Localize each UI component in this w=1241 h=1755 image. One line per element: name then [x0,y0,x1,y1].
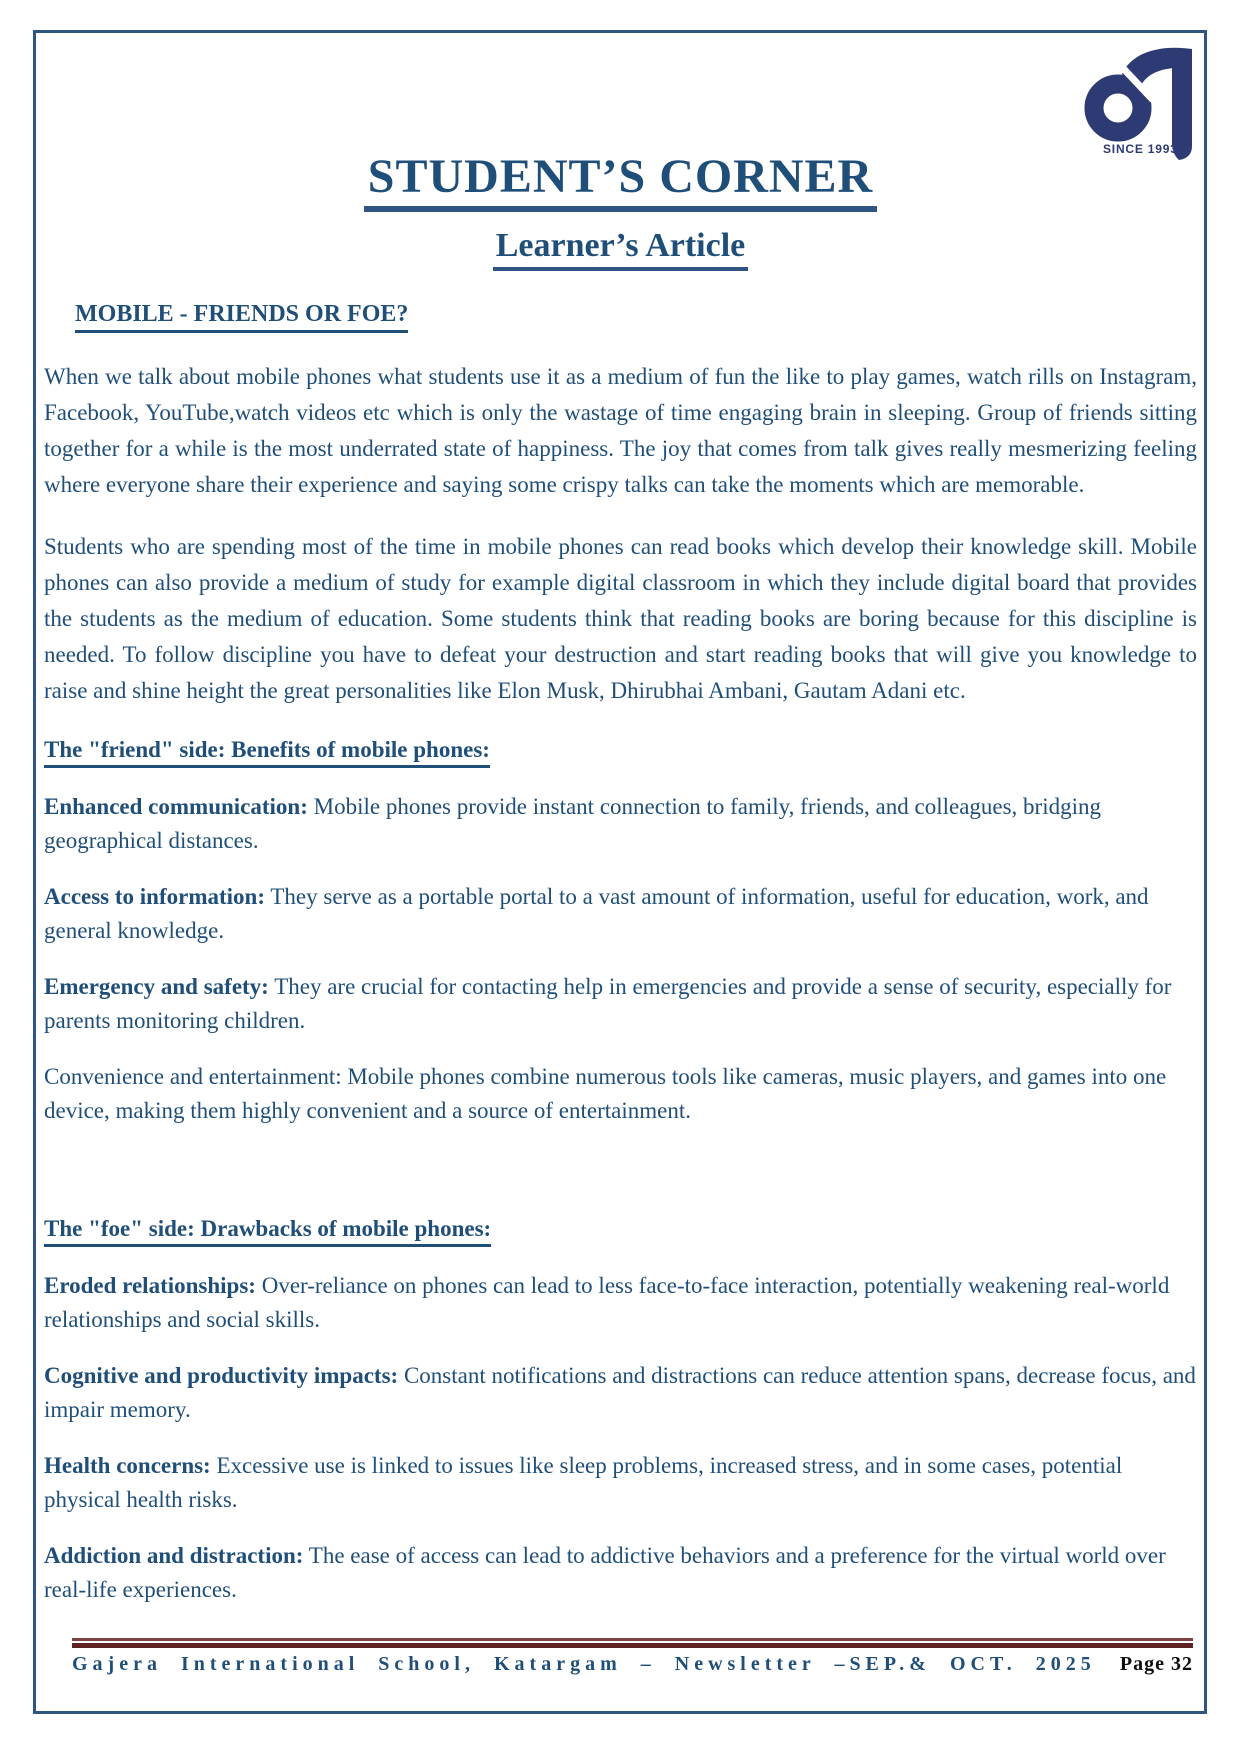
feature-paragraph [44,970,1197,1038]
foe-section-heading-area [44,1216,1197,1247]
intro-paragraph: When we talk about mobile phones what students use it as a medium of fun the like to play games, watch rills on Instagram, Facebook, YouTube,watch videos etc which is only the wastage of time engaging brain in sleeping. Group of friends sitting together for a while is the most underrated state of happiness. The joy that comes from talk gives really mesmerizing feeling where everyone share their experience and saying some crispy talks can take the moments which are memorable. [44,364,1197,498]
feature-text: Mobile phones combine numerous tools like cameras, music players, and games into one device, making them highly convenient and a source of entertainment. [44,1064,1167,1124]
subtitle-area [44,228,1197,271]
footer-text: Gajera International School, Katargam – Newsletter –SEP.& OCT. 2025 [72,1653,1096,1675]
feature-lead: Access to information: [44,884,266,910]
feature-paragraph [44,1359,1197,1427]
feature-text: They serve as a portable portal to a vast amount of information, useful for education, work, and general knowledge. [44,884,1149,944]
friend-section-heading-area [44,737,1197,768]
section-heading-foe: The "foe" side: Drawbacks of mobile phones: [44,1216,491,1247]
page-title: STUDENT’S CORNER [364,152,877,212]
feature-paragraph [44,1269,1197,1337]
feature-lead: Convenience and entertainment: [44,1064,342,1090]
feature-lead: Addiction and distraction: [44,1543,304,1569]
feature-text: The ease of access can lead to addictive behaviors and a preference for the virtual world over real-life experiences. [44,1543,1166,1603]
feature-paragraph [44,1060,1197,1128]
footer-page-number: Page 32 [1119,1653,1193,1675]
feature-lead: Eroded relationships: [44,1273,256,1299]
title-area [44,152,1197,212]
feature-text: Mobile phones provide instant connection to family, friends, and colleagues, bridging geographical distances. [44,794,1101,854]
feature-text: They are crucial for contacting help in emergencies and provide a sense of security, especially for parents monitoring children. [44,974,1172,1034]
feature-text: Over-reliance on phones can lead to less face-to-face interaction, potentially weakening real-world relationships and social skills. [44,1273,1170,1333]
feature-paragraph [44,880,1197,948]
footer-rule [72,1638,1193,1648]
intro-paragraph: Students who are spending most of the time in mobile phones can read books which develop their knowledge skill. Mobile phones can also provide a medium of study for example digital classroom in which they include digital board that provides the students as the medium of education. Some students think that reading books are boring because for this discipline is needed. To follow discipline you have to defeat your destruction and start reading books that will give you knowledge to raise and shine height the great personalities like Elon Musk, Dhirubhai Ambani, Gautam Adani etc. [44,534,1197,704]
feature-paragraph [44,790,1197,858]
footer-line [72,1653,1193,1676]
feature-text: Excessive use is linked to issues like sleep problems, increased stress, and in some cases, potential physical health risks. [44,1453,1123,1513]
feature-paragraph [44,1449,1197,1517]
feature-lead: Health concerns: [44,1453,211,1479]
article-heading-area [75,301,1197,333]
section-heading-friend: The "friend" side: Benefits of mobile phones: [44,737,490,768]
feature-lead: Emergency and safety: [44,974,269,1000]
article-page [44,36,1197,1607]
page-footer [72,1638,1193,1676]
logo-since-label: SINCE 1993 [1103,142,1178,156]
feature-paragraph [44,1539,1197,1607]
feature-lead: Cognitive and productivity impacts: [44,1363,399,1389]
article-heading: MOBILE - FRIENDS OR FOE? [75,301,408,333]
feature-text: Constant notifications and distractions can reduce attention spans, decrease focus, and impair memory. [44,1363,1196,1423]
page-subtitle: Learner’s Article [493,228,749,271]
feature-lead: Enhanced communication: [44,794,308,820]
